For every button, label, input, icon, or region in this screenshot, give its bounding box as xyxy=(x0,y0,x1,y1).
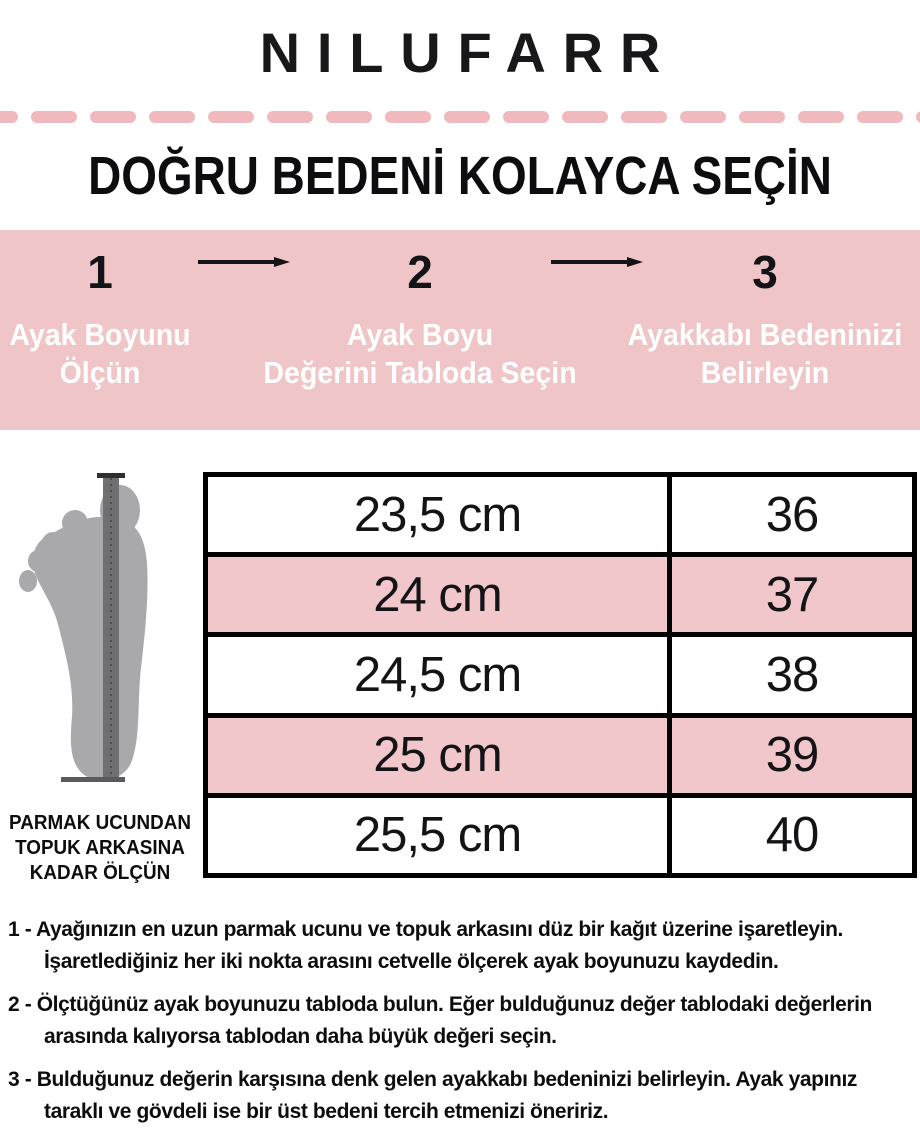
instruction-1-line2: İşaretlediğiniz her iki nokta arasını cetvelle ölçerek ayak boyunuzu kaydedin. xyxy=(44,950,779,973)
foot-caption-line3: KADAR ÖLÇÜN xyxy=(29,861,171,884)
steps-band xyxy=(0,230,920,430)
table-row xyxy=(206,475,915,555)
ruler-bottom-bar xyxy=(61,777,125,782)
shoe-size-cell: 40 xyxy=(670,795,915,875)
foot-length-cell: 25,5 cm xyxy=(206,795,670,875)
toe xyxy=(42,532,64,554)
instruction-item xyxy=(8,989,916,1053)
page-heading: DOĞRU BEDENİ KOLAYCA SEÇİN xyxy=(88,146,832,206)
right-arrow-icon xyxy=(198,257,290,267)
foot-length-cell: 25 cm xyxy=(206,715,670,795)
step-1-label-line1: Ayak Boyunu xyxy=(9,317,191,352)
shoe-size-cell: 37 xyxy=(670,555,915,635)
right-arrow-icon xyxy=(551,257,643,267)
table-row xyxy=(206,635,915,715)
foot-measure-illustration xyxy=(15,468,185,798)
step-2-label-line2: Değerini Tabloda Seçin xyxy=(263,355,577,390)
foot-length-cell: 24,5 cm xyxy=(206,635,670,715)
step-2-number: 2 xyxy=(407,246,433,298)
foot-length-cell: 23,5 cm xyxy=(206,475,670,555)
instruction-3-line2: taraklı ve gövdeli ise bir üst bedeni tercih etmenizi öneririz. xyxy=(44,1100,609,1123)
foot-caption xyxy=(8,810,192,885)
step-3-label xyxy=(622,316,907,392)
instruction-item xyxy=(8,1064,916,1128)
shoe-size-cell: 39 xyxy=(670,715,915,795)
instruction-item xyxy=(8,914,916,978)
step-3-label-line1: Ayakkabı Bedeninizi xyxy=(627,317,903,352)
instruction-3-line1: 3 - Bulduğunuz değerin karşısına denk gelen ayakkabı bedeninizi belirleyin. Ayak yapınız xyxy=(8,1068,857,1091)
step-1-label-line2: Ölçün xyxy=(59,355,141,390)
step-3-label-line2: Belirleyin xyxy=(700,355,830,390)
foot-length-cell: 24 cm xyxy=(206,555,670,635)
table-row xyxy=(206,715,915,795)
step-3-number: 3 xyxy=(752,246,778,298)
foot-caption-line1: PARMAK UCUNDAN xyxy=(9,811,191,834)
toe xyxy=(19,570,37,592)
instruction-2-line2: arasında kalıyorsa tablodan daha büyük değeri seçin. xyxy=(44,1025,557,1048)
toe xyxy=(62,510,88,536)
foot-caption-line2: TOPUK ARKASINA xyxy=(15,836,185,859)
table-row xyxy=(206,555,915,635)
table-row xyxy=(206,795,915,875)
shoe-size-cell: 36 xyxy=(670,475,915,555)
instruction-2-line1: 2 - Ölçtüğünüz ayak boyunuzu tabloda bulun. Eğer bulduğunuz değer tablodaki değerlerin xyxy=(8,993,872,1016)
size-table xyxy=(203,472,917,878)
step-1-number: 1 xyxy=(87,246,113,298)
step-1-label xyxy=(8,316,192,392)
foot-sole-shape xyxy=(33,517,148,781)
brand-title: NILUFARR xyxy=(259,21,678,84)
toe xyxy=(28,550,48,572)
instruction-1-line1: 1 - Ayağınızın en uzun parmak ucunu ve topuk arkasını düz bir kağıt üzerine işaretleyin. xyxy=(8,918,843,941)
dashed-divider xyxy=(0,109,920,125)
step-2-label xyxy=(259,316,581,392)
instructions-list xyxy=(8,914,916,1139)
shoe-size-cell: 38 xyxy=(670,635,915,715)
step-2-label-line1: Ayak Boyu xyxy=(346,317,494,352)
ruler-top-cap xyxy=(97,473,125,478)
